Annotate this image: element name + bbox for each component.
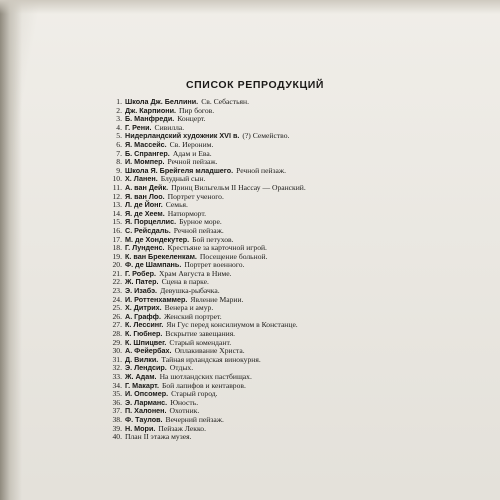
list-item bbox=[108, 296, 468, 305]
item-number: 39. bbox=[112, 423, 122, 433]
item-artist: Л. де Йонг. bbox=[125, 200, 163, 210]
item-work: На шотландских пастбищах. bbox=[159, 372, 252, 381]
item-number: 40. bbox=[112, 432, 122, 442]
item-number: 4. bbox=[116, 122, 122, 132]
item-number: 13. bbox=[112, 200, 122, 210]
item-artist: С. Рейсдаль. bbox=[125, 225, 171, 235]
item-artist: А. Фейербах. bbox=[125, 346, 172, 356]
item-work: Портрет ученого. bbox=[167, 191, 224, 201]
item-artist: Ф. Таулов. bbox=[125, 414, 163, 424]
item-number: 21. bbox=[112, 268, 122, 278]
item-work: Семья. bbox=[165, 200, 188, 210]
item-work: Св. Иероним. bbox=[169, 139, 214, 149]
item-artist: К. Шпицвег. bbox=[125, 337, 167, 347]
item-number: 38. bbox=[112, 414, 122, 424]
item-artist: А. ван Дейк. bbox=[125, 182, 169, 192]
item-artist: М. де Хондекутер. bbox=[125, 234, 190, 244]
item-number: 26. bbox=[112, 311, 122, 321]
item-number: 8. bbox=[116, 157, 122, 167]
item-number: 24. bbox=[112, 294, 122, 304]
item-artist: Нидерландский художник XVI в. bbox=[125, 131, 240, 141]
item-work: Охотник. bbox=[169, 406, 200, 416]
item-work: Венера и амур. bbox=[164, 303, 214, 313]
item-number: 29. bbox=[112, 337, 122, 347]
item-artist: Школа Я. Брейгеля младшего. bbox=[125, 165, 234, 175]
item-artist: Я. Массейс. bbox=[125, 139, 167, 149]
item-work: Пир богов. bbox=[178, 105, 215, 115]
item-work: Натюрморт. bbox=[167, 208, 207, 218]
page-top-shadow bbox=[0, 0, 500, 14]
item-number: 15. bbox=[112, 217, 122, 227]
item-work: Речной пейзаж. bbox=[167, 157, 218, 167]
item-artist: Ж. Адам. bbox=[125, 372, 157, 381]
item-artist: Х. Ланен. bbox=[125, 174, 158, 184]
item-number: 36. bbox=[112, 397, 122, 407]
item-work: Блудный сын. bbox=[160, 174, 206, 184]
item-work: Старый комендант. bbox=[169, 337, 232, 347]
item-number: 23. bbox=[112, 286, 122, 296]
item-work: Пейзаж Лекко. bbox=[158, 423, 206, 433]
item-work: Портрет военного. bbox=[184, 260, 245, 270]
item-artist: Г. Лунденс. bbox=[125, 243, 165, 253]
item-artist: Школа Дж. Беллини. bbox=[125, 97, 199, 106]
item-artist: Э. Ларманс. bbox=[125, 397, 168, 407]
item-number: 7. bbox=[116, 148, 122, 158]
item-artist: Я. де Хеем. bbox=[125, 208, 165, 218]
item-artist: К. Лессинг. bbox=[125, 320, 164, 330]
item-work: Крестьяне за карточной игрой. bbox=[167, 243, 267, 253]
item-number: 31. bbox=[112, 354, 122, 364]
item-work: Вскрытие завещания. bbox=[165, 329, 236, 339]
item-number: 20. bbox=[112, 260, 122, 270]
item-artist: Ф. де Шампань. bbox=[125, 260, 182, 270]
list-item bbox=[108, 304, 468, 313]
item-number: 37. bbox=[112, 406, 122, 416]
item-artist: Г. Робер. bbox=[125, 268, 156, 278]
item-artist: Н. Мори. bbox=[125, 423, 156, 433]
item-number: 1. bbox=[116, 97, 122, 106]
item-work: Сивилла. bbox=[154, 122, 185, 132]
item-artist: Д. Вилки. bbox=[125, 354, 159, 364]
item-artist: Э. Лендсир. bbox=[125, 363, 167, 373]
item-number: 25. bbox=[112, 303, 122, 313]
item-work: Явление Марии. bbox=[190, 294, 244, 304]
item-number: 27. bbox=[112, 320, 122, 330]
item-work: Адам и Ева. bbox=[172, 148, 212, 158]
item-artist: И. Опсомер. bbox=[125, 389, 169, 399]
item-artist: Я. ван Лоо. bbox=[125, 191, 165, 201]
item-work: Тайная ирландская винокурня. bbox=[161, 354, 261, 364]
item-work: Речной пейзаж. bbox=[236, 165, 287, 175]
item-number: 34. bbox=[112, 380, 122, 390]
page-fold-shadow bbox=[0, 0, 22, 500]
item-work: (?) Семейство. bbox=[242, 131, 290, 141]
item-artist: Дж. Карпиони. bbox=[125, 105, 176, 115]
item-number: 28. bbox=[112, 329, 122, 339]
item-artist: Я. Порцеллис. bbox=[125, 217, 177, 227]
item-number: 10. bbox=[112, 174, 122, 184]
item-work: Принц Вильгельм II Нассау — Оранский. bbox=[171, 182, 306, 192]
item-artist: Ж. Патер. bbox=[125, 277, 159, 287]
item-number: 32. bbox=[112, 363, 122, 373]
item-number: 2. bbox=[116, 105, 122, 115]
item-number: 12. bbox=[112, 191, 122, 201]
item-number: 11. bbox=[112, 182, 122, 192]
item-artist: Г. Рени. bbox=[125, 122, 152, 132]
item-work: Старый город. bbox=[171, 389, 218, 399]
reproduction-list bbox=[108, 98, 468, 442]
item-number: 18. bbox=[112, 243, 122, 253]
item-number: 19. bbox=[112, 251, 122, 261]
item-work: Посещение больной. bbox=[199, 251, 268, 261]
item-artist: Э. Изабэ. bbox=[125, 286, 158, 296]
item-work: Речной пейзаж. bbox=[173, 225, 224, 235]
item-work: Бой петухов. bbox=[192, 234, 234, 244]
item-number: 30. bbox=[112, 346, 122, 356]
item-number: 22. bbox=[112, 277, 122, 287]
item-work: Оплакивание Христа. bbox=[174, 346, 245, 356]
item-number: 5. bbox=[116, 131, 122, 141]
item-work: Женский портрет. bbox=[163, 311, 222, 321]
item-number: 14. bbox=[112, 208, 122, 218]
item-number: 33. bbox=[112, 372, 122, 381]
item-artist: И. Момпер. bbox=[125, 157, 165, 167]
item-work: Ян Гус перед консилиумом в Констанце. bbox=[166, 320, 298, 330]
item-work: Юность. bbox=[170, 397, 199, 407]
item-artist: К. Гюбнер. bbox=[125, 329, 163, 339]
item-number: 17. bbox=[112, 234, 122, 244]
item-number: 35. bbox=[112, 389, 122, 399]
item-work: Вечерний пейзаж. bbox=[165, 414, 224, 424]
item-artist: Х. Дитрих. bbox=[125, 303, 162, 313]
item-artist: К. ван Брекеленкам. bbox=[125, 251, 197, 261]
item-artist: П. Халонен. bbox=[125, 406, 167, 416]
item-work: Девушка-рыбачка. bbox=[160, 286, 220, 296]
item-artist: А. Графф. bbox=[125, 311, 161, 321]
item-number: 3. bbox=[116, 114, 122, 124]
item-number: 9. bbox=[116, 165, 122, 175]
page-title: СПИСОК РЕПРОДУКЦИЙ bbox=[185, 79, 325, 91]
item-work: Храм Августа в Ниме. bbox=[159, 268, 232, 278]
item-artist: Б. Манфреди. bbox=[125, 114, 175, 124]
item-artist: И. Роттенхаммер. bbox=[125, 294, 188, 304]
item-work: Бурное море. bbox=[179, 217, 222, 227]
item-work: Бой лапифов и кентавров. bbox=[162, 380, 246, 390]
item-work: Св. Себастьян. bbox=[201, 97, 250, 106]
item-work: План II этажа музея. bbox=[125, 432, 192, 442]
item-artist: Г. Макарт. bbox=[125, 380, 160, 390]
item-number: 16. bbox=[112, 225, 122, 235]
item-number: 6. bbox=[116, 139, 122, 149]
item-work: Сцена в парке. bbox=[161, 277, 209, 287]
item-work: Отдых. bbox=[169, 363, 194, 373]
list-item bbox=[108, 321, 468, 330]
item-artist: Б. Спрангер. bbox=[125, 148, 170, 158]
item-work: Концерт. bbox=[177, 114, 206, 124]
list-item bbox=[108, 433, 468, 442]
